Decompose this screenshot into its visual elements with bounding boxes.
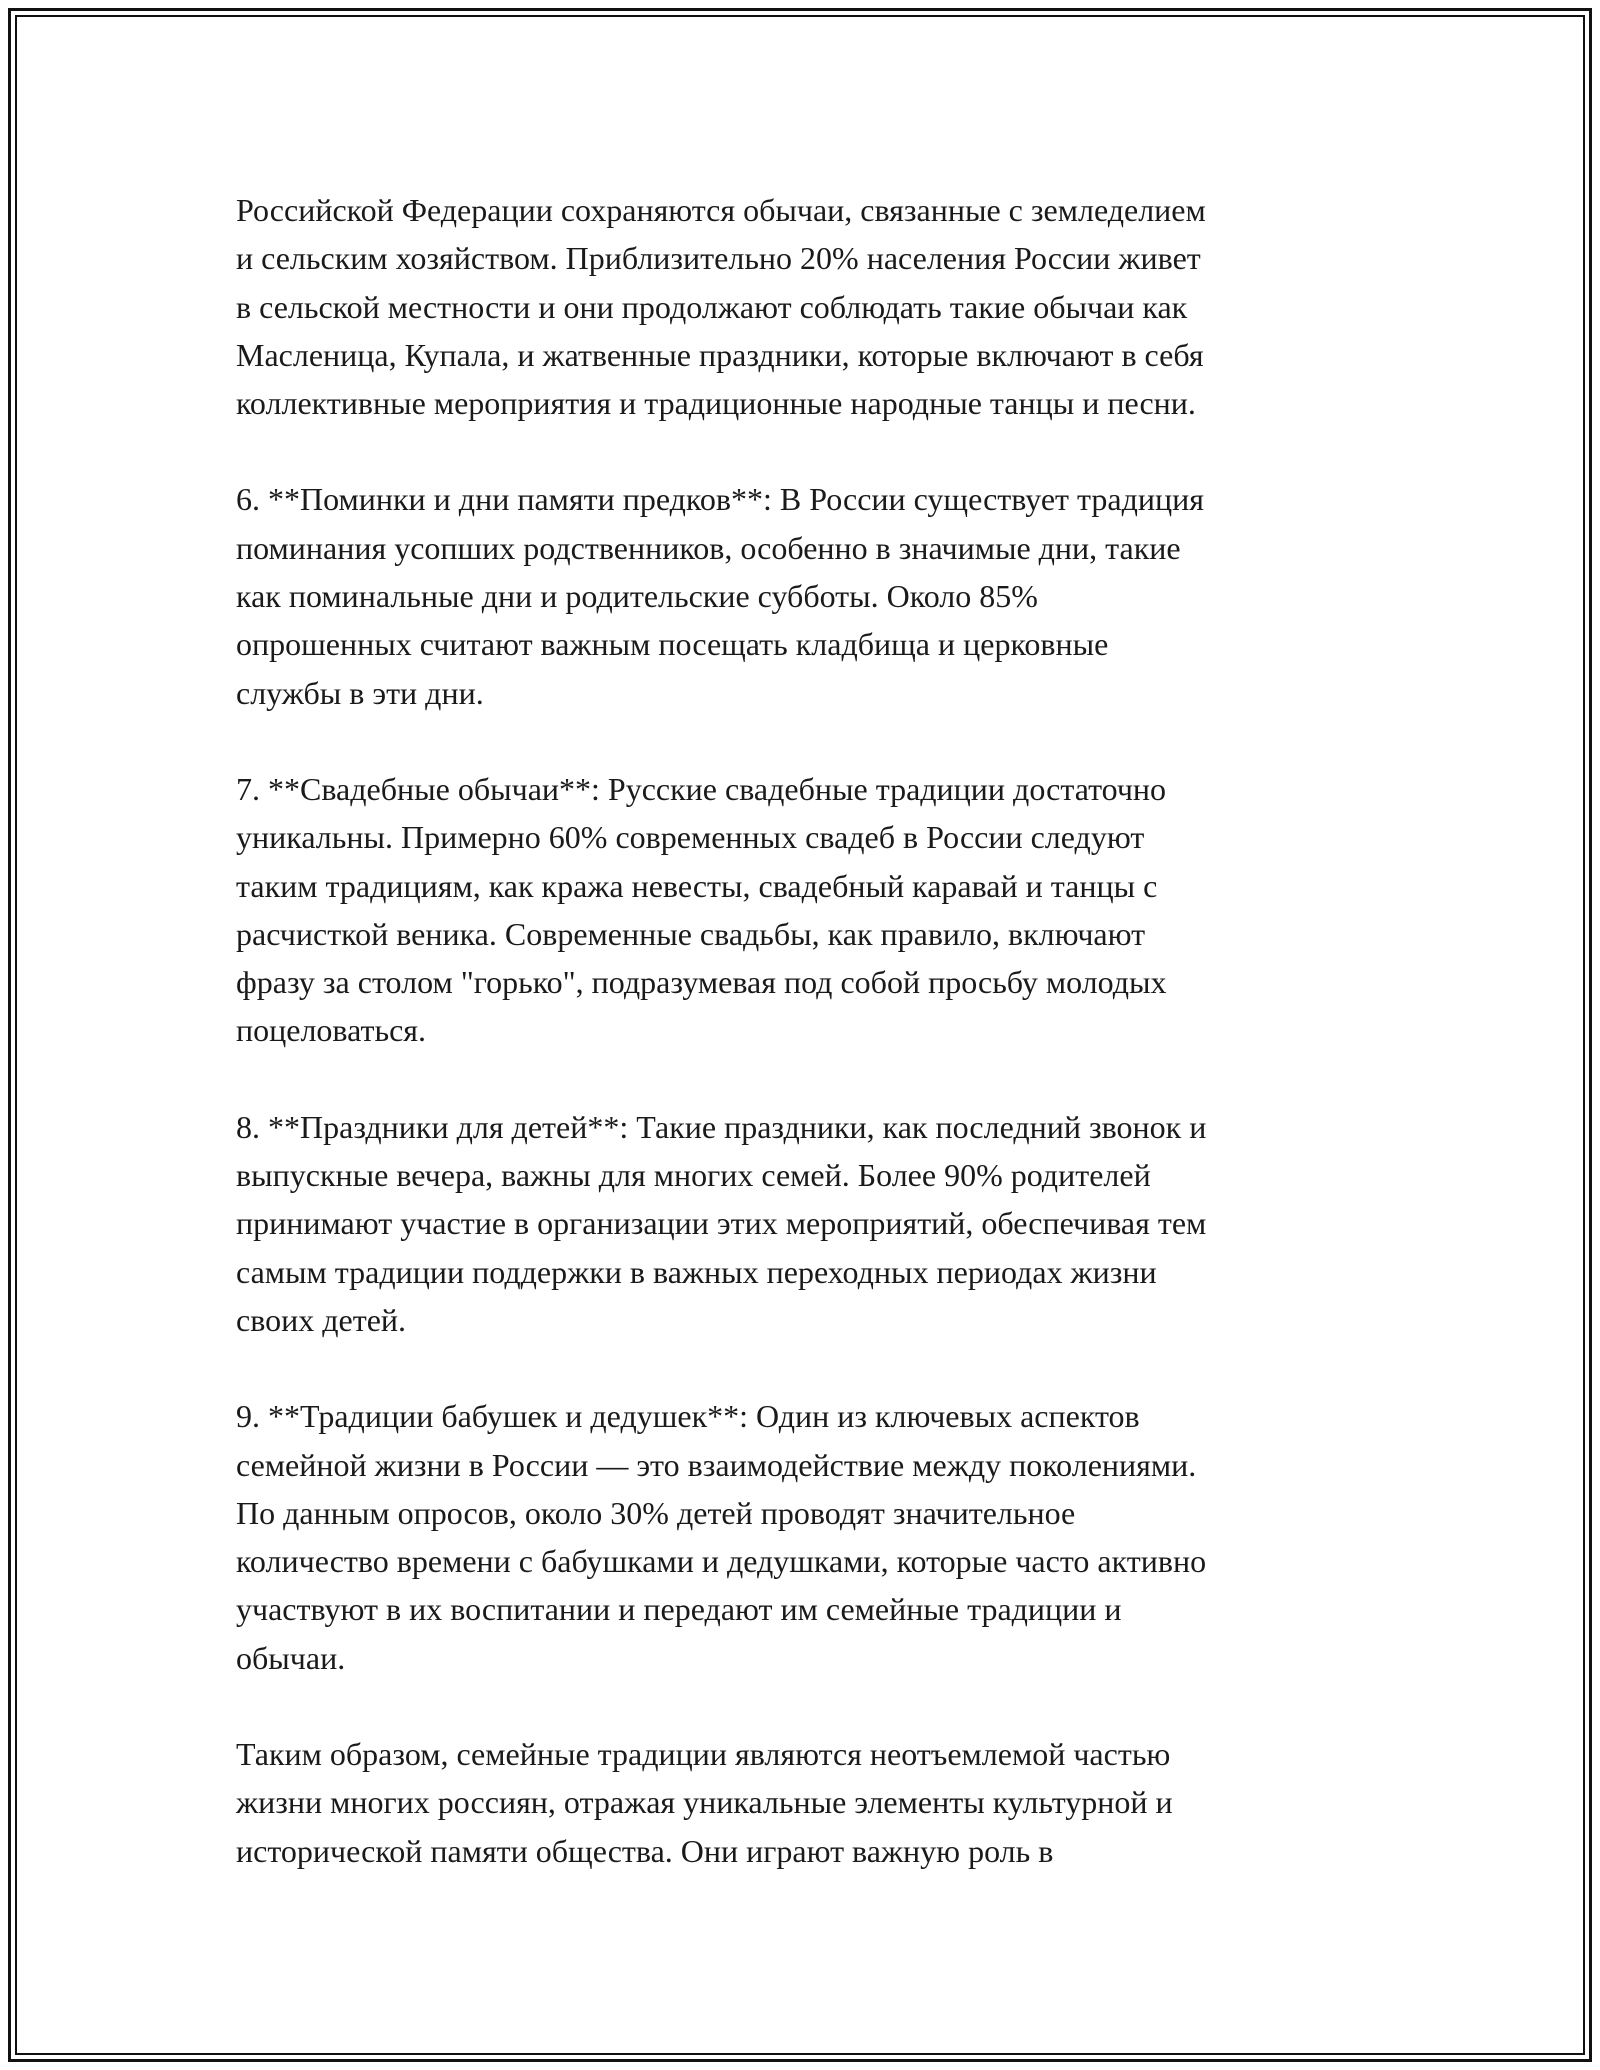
text-line: 6. **Поминки и дни памяти предков**: В России существует традиция bbox=[236, 481, 1204, 518]
text-line: семейной жизни в России — это взаимодействие между поколениями. bbox=[236, 1446, 1197, 1483]
text-line: в сельской местности и они продолжают соблюдать такие обычаи как bbox=[236, 288, 1188, 325]
text-line: как поминальные дни и родительские субботы. Около 85% bbox=[236, 578, 1038, 615]
text-line: Таким образом, семейные традиции являются неотъемлемой частью bbox=[236, 1736, 1171, 1773]
text-line: уникальны. Примерно 60% современных свадеб в России следуют bbox=[236, 819, 1145, 856]
text-line: количество времени с бабушками и дедушками, которые часто активно bbox=[236, 1543, 1207, 1580]
text-line: опрошенных считают важным посещать кладбища и церковные bbox=[236, 626, 1109, 663]
text-line: своих детей. bbox=[236, 1301, 407, 1338]
text-line: Российской Федерации сохраняются обычаи, связанные с земледелием bbox=[236, 192, 1206, 228]
paragraph-item-6-memorial-days bbox=[236, 475, 1366, 716]
text-line: 7. **Свадебные обычаи**: Русские свадебные традиции достаточно bbox=[236, 770, 1167, 807]
paragraph-item-7-wedding-customs bbox=[236, 765, 1366, 1055]
paragraph-agriculture-customs bbox=[236, 186, 1366, 427]
text-line: поминания усопших родственников, особенно в значимые дни, такие bbox=[236, 529, 1181, 566]
text-line: 9. **Традиции бабушек и дедушек**: Один из ключевых аспектов bbox=[236, 1398, 1140, 1435]
text-line: принимают участие в организации этих мероприятий, обеспечивая тем bbox=[236, 1205, 1207, 1242]
text-line: расчисткой веника. Современные свадьбы, как правило, включают bbox=[236, 915, 1146, 952]
text-line: выпускные вечера, важны для многих семей. Более 90% родителей bbox=[236, 1157, 1151, 1194]
text-line: По данным опросов, около 30% детей проводят значительное bbox=[236, 1494, 1076, 1531]
text-line: и сельским хозяйством. Приблизительно 20% населения России живет bbox=[236, 240, 1201, 277]
text-line: поцеловаться. bbox=[236, 1012, 426, 1049]
paragraph-item-9-grandparents bbox=[236, 1392, 1366, 1682]
text-line: обычаи. bbox=[236, 1639, 346, 1676]
text-line: Масленица, Купала, и жатвенные праздники, которые включают в себя bbox=[236, 336, 1204, 373]
text-line: службы в эти дни. bbox=[236, 674, 484, 711]
text-line: исторической памяти общества. Они играют важную роль в bbox=[236, 1832, 1054, 1869]
text-line: самым традиции поддержки в важных переходных периодах жизни bbox=[236, 1253, 1157, 1290]
paragraph-conclusion bbox=[236, 1730, 1366, 1875]
text-line: таким традициям, как кража невесты, свадебный каравай и танцы с bbox=[236, 867, 1158, 904]
paragraph-item-8-children-holidays bbox=[236, 1103, 1366, 1344]
text-line: жизни многих россиян, отражая уникальные элементы культурной и bbox=[236, 1784, 1173, 1821]
text-line: фразу за столом "горько", подразумевая под собой просьбу молодых bbox=[236, 964, 1167, 1001]
text-line: участвуют в их воспитании и передают им семейные традиции и bbox=[236, 1591, 1122, 1628]
text-line: коллективные мероприятия и традиционные народные танцы и песни. bbox=[236, 385, 1196, 422]
document-body bbox=[236, 186, 1366, 1923]
text-line: 8. **Праздники для детей**: Такие праздники, как последний звонок и bbox=[236, 1108, 1207, 1145]
